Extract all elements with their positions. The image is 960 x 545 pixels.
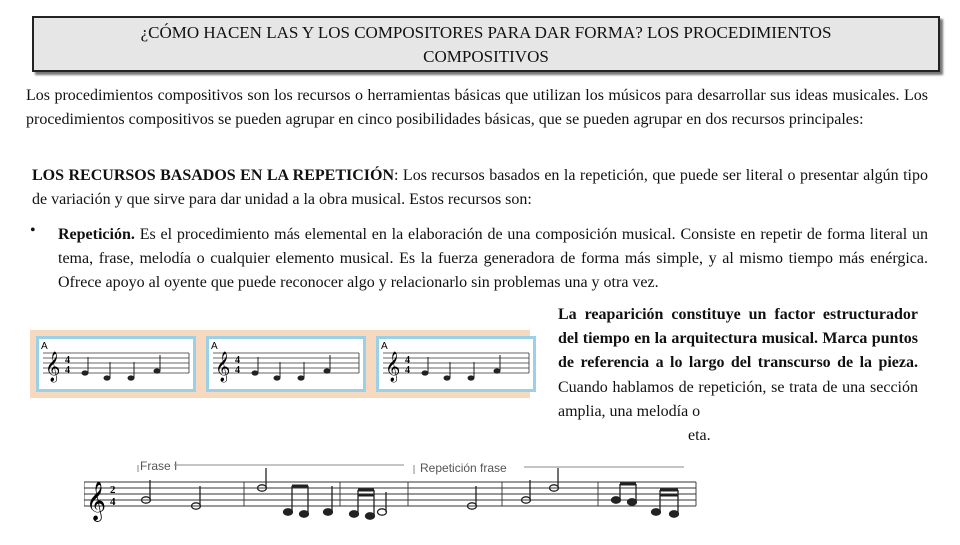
staff-3-svg xyxy=(379,339,533,389)
svg-text:4: 4 xyxy=(405,355,410,366)
example-staff-2 xyxy=(206,336,366,392)
svg-text:4: 4 xyxy=(110,496,116,508)
note-icon xyxy=(494,368,501,373)
score-svg xyxy=(84,456,704,540)
bullet-term: Repetición. xyxy=(58,226,135,243)
title-box xyxy=(32,16,940,72)
note-icon xyxy=(366,513,375,519)
note-icon xyxy=(612,497,621,503)
bullet-text: Es el procedimiento más elemental en la elaboración de una composición musical. Consiste en repetir de forma literal un tema, frase, melodía o cualquier elemento musical. Es la fuerza generadora de forma más simple, y al mismo tiempo más enérgica. Ofrece apoyo al oyente que puede reconocer algo y relacionarlo sin problemas una y otra vez. xyxy=(58,226,928,291)
score-label-frase: Frase I xyxy=(140,459,178,473)
note-icon xyxy=(252,370,259,375)
note-icon xyxy=(468,375,475,380)
note-icon xyxy=(670,511,679,517)
note-icon xyxy=(128,375,135,380)
side-text: Cuando hablamos de repetición, se trata de una sección amplia, una melodía o xyxy=(558,378,918,420)
note-icon xyxy=(378,509,387,515)
note-icon xyxy=(324,509,333,515)
svg-text:2: 2 xyxy=(110,484,116,496)
bullet-marker: • xyxy=(30,222,36,239)
note-icon xyxy=(444,375,451,380)
score-image xyxy=(84,456,704,540)
bullet-paragraph xyxy=(58,223,928,295)
score-label-repeticion: Repetición frase xyxy=(420,461,507,475)
section-heading: LOS RECURSOS BASADOS EN LA REPETICIÓN xyxy=(32,167,395,184)
note-icon xyxy=(628,499,637,505)
svg-text:4: 4 xyxy=(405,365,410,376)
staff-2-svg xyxy=(209,339,363,389)
side-tail: eta. xyxy=(688,427,711,445)
note-icon xyxy=(300,511,309,517)
note-icon xyxy=(350,511,359,517)
svg-text:4: 4 xyxy=(65,365,70,376)
intro-paragraph: Los procedimientos compositivos son los recursos o herramientas básicas que utilizan los músicos para desarrollar sus ideas musicales. Los procedimientos compositivos se pueden agrupar en cinco posibilidades básicas, que se pueden agrupar en dos recursos principales: xyxy=(26,87,928,128)
treble-clef-icon: 𝄞 xyxy=(86,481,107,521)
note-icon xyxy=(298,375,305,380)
section-label-a: A xyxy=(41,341,48,352)
svg-text:4: 4 xyxy=(235,365,240,376)
section-label-a: A xyxy=(381,341,388,352)
title-line-1: ¿CÓMO HACEN LAS Y LOS COMPOSITORES PARA DAR FORMA? LOS PROCEDIMIENTOS xyxy=(140,23,832,42)
svg-text:4: 4 xyxy=(65,355,70,366)
note-icon xyxy=(422,370,429,375)
example-staff-3 xyxy=(376,336,536,392)
title-line-2: COMPOSITIVOS xyxy=(423,47,549,66)
note-icon xyxy=(284,509,293,515)
example-staff-1 xyxy=(36,336,196,392)
treble-clef-icon: 𝄞 xyxy=(45,352,61,382)
treble-clef-icon: 𝄞 xyxy=(215,352,231,382)
note-icon xyxy=(324,368,331,373)
side-bold-text: La reaparición constituye un factor estructurador del tiempo en la arquitectura musical. Marca puntos de referencia a lo largo del transcurso de la pieza. xyxy=(558,306,918,372)
section-text: : Los recursos basados en la repetición, que puede ser literal o presentar algún tipo de variación y que sirve para dar unidad a la obra musical. Estos recursos son: xyxy=(32,167,928,208)
note-icon xyxy=(274,375,281,380)
note-icon xyxy=(652,509,661,515)
note-icon xyxy=(82,370,89,375)
section-label-a: A xyxy=(211,341,218,352)
svg-text:4: 4 xyxy=(235,355,240,366)
note-icon xyxy=(104,375,111,380)
treble-clef-icon: 𝄞 xyxy=(385,352,401,382)
side-paragraph xyxy=(558,303,918,448)
staff-1-svg xyxy=(39,339,193,389)
section-paragraph xyxy=(32,164,928,212)
note-icon xyxy=(154,368,161,373)
